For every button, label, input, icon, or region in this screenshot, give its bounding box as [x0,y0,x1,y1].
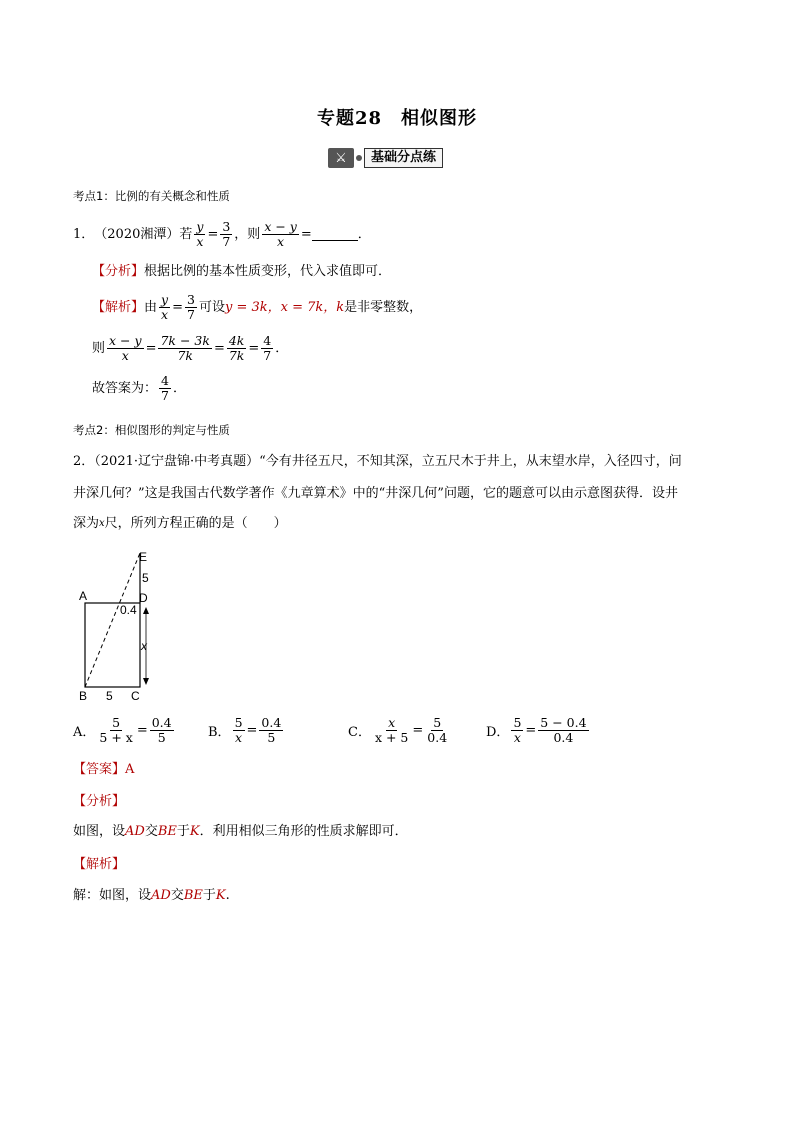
q2-text: 深为 [73,516,100,531]
solution-text: 由 [144,299,158,315]
question-1 [73,220,371,249]
solution-text: 可设 [198,299,225,315]
q1-number: 1． [73,226,95,242]
equals-sign: = [145,340,157,356]
section-badge [328,148,443,168]
option-label: B． [208,725,231,740]
equals-sign: = [248,340,260,356]
deriv-fraction-3: $\frac{4k}{7k}$ [228,333,245,363]
arrow-down [143,678,149,685]
option-fraction-right: $\frac{0.4}{5}$ [261,715,282,745]
equals-sign: = [172,299,183,315]
option-label: C． [348,725,371,740]
q1-solution [92,293,422,322]
q2-line-3 [73,514,287,534]
option-c[interactable]: C． $\frac{x}{x + 5}$ = $\frac{5}{0.4}$ [348,715,448,745]
q2-analysis: 如图，设AD交BE于K．利用相似三角形的性质求解即可． [73,824,408,839]
q2-solution-tag: 【解析】 [73,857,126,872]
option-a[interactable]: A． $\frac{5}{5 + x}$ = $\frac{0.4}{5}$ [73,715,172,745]
option-fraction-left: $\frac{x}{x + 5}$ [374,715,409,745]
dot: ． [275,340,289,356]
key-point-2: 考点2：相似图形的判定与性质 [73,423,230,437]
option-b[interactable]: B． $\frac{5}{x}$ = $\frac{0.4}{5}$ [208,715,282,745]
solution-vars: y = 3k，x = 7k，k [224,299,345,315]
option-fraction-right: $\frac{5}{0.4}$ [427,715,448,745]
label-D: D [139,591,148,605]
crossed-swords-icon: ⚔ [328,148,354,168]
option-label: D． [486,725,510,740]
answer-fraction: $\frac{4}{7}$ [161,373,169,403]
q2-line-1: 2．（2021·辽宁盘锦·中考真题）“今有井径五尺，不知其深，立五尺木于井上，从末望水岸，入径四寸，问 [73,454,682,469]
option-fraction-right: $\frac{5 - 0.4}{0.4}$ [540,715,587,745]
label-E: E [139,550,148,564]
deriv-fraction-2: $\frac{7k - 3k}{7k}$ [160,333,210,363]
answer-prefix: 故答案为： [92,380,158,396]
deriv-fraction-4: $\frac{4}{7}$ [263,333,272,363]
answer-blank [312,228,358,241]
arrow-up [143,607,149,614]
option-fraction-right: $\frac{0.4}{5}$ [151,715,172,745]
well-diagram [70,548,170,708]
badge-label: 基础分点练 [364,148,443,168]
q1-fraction-1: $\frac{y}{x}$ [196,219,204,249]
option-fraction-left: $\frac{5}{x}$ [513,715,522,745]
sol-fraction-2: $\frac{3}{7}$ [187,292,195,322]
q2-var: x [99,518,105,529]
q1-answer [92,374,186,403]
badge-dot [356,155,362,161]
equals-sign: = [300,226,312,242]
q1-end: ． [357,226,371,242]
q1-mid: ，则 [234,226,261,242]
then-text: 则 [92,340,106,356]
solution-tag: 【解析】 [92,299,145,315]
option-fraction-left: $\frac{5}{5 + x}$ [99,715,133,745]
q1-fraction-2: $\frac{3}{7}$ [222,219,231,249]
equals-sign: = [207,226,219,242]
deriv-fraction-1: $\frac{x - y}{x}$ [109,333,142,363]
q2-text: 尺，所列方程正确的是（ ） [104,516,287,531]
label-five-bottom: 5 [106,689,113,703]
label-x: x [141,639,147,653]
label-B: B [79,689,88,703]
label-C: C [131,689,140,703]
q1-fraction-3: $\frac{x - y}{x}$ [264,219,297,249]
label-five-top: 5 [142,571,149,585]
q2-analysis-tag: 【分析】 [73,794,126,809]
analysis-tag: 【分析】 [92,264,145,279]
answer-end: ． [172,380,186,396]
q2-solution: 解：如图，设AD交BE于K. [73,888,230,903]
sight-line [85,553,140,687]
label-A: A [79,589,88,603]
solution-text: 是非零整数， [344,299,423,315]
q1-analysis [92,262,391,282]
analysis-text: 根据比例的基本性质变形，代入求值即可． [144,264,392,279]
sol-fraction-1: $\frac{y}{x}$ [161,292,169,322]
q2-answer: 【答案】A [73,762,135,777]
q1-derivation [92,334,288,363]
option-d[interactable]: D． $\frac{5}{x}$ = $\frac{5 - 0.4}{0.4}$ [486,715,587,745]
option-fraction-left: $\frac{5}{x}$ [234,715,243,745]
key-point-1: 考点1：比例的有关概念和性质 [73,189,230,203]
q1-source: （2020湘潭）若 [94,226,193,242]
option-label: A． [73,725,96,740]
equals-sign: = [213,340,225,356]
q2-line-2: 井深几何？”这是我国古代数学著作《九章算术》中的“井深几何”问题，它的题意可以由示意图获得．设井 [73,486,678,501]
page-title: 专题28 相似图形 [316,108,478,129]
label-0-4: 0.4 [120,603,137,617]
